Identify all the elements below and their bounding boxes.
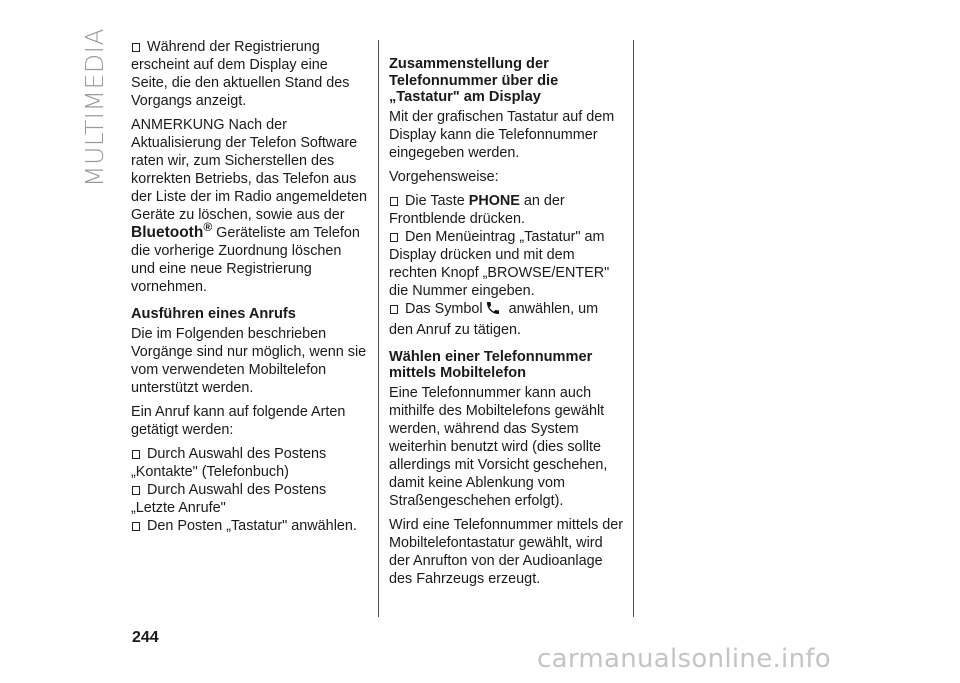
page-number: 244 (132, 629, 159, 646)
paragraph: Wird eine Telefonnummer mittels der Mobiltelefontastatur gewählt, wird der Anrufton von der Audioanlage des Fahrzeugs erzeugt. (389, 516, 624, 587)
checkbox-bullet-icon (390, 197, 398, 206)
column-right (389, 38, 625, 594)
paragraph: Die im Folgenden beschrieben Vorgänge sind nur möglich, wenn sie vom verwendeten Mobiltelefon unterstützt werden. (131, 325, 367, 396)
checkbox-bullet-icon (132, 450, 140, 459)
phone-key-label: PHONE (468, 192, 520, 209)
bullet-item: Durch Auswahl des Postens „Letzte Anrufe" (131, 481, 327, 516)
paragraph: Eine Telefonnummer kann auch mithilfe des Mobiltelefons gewählt werden, während das System weiterhin benutzt wird (dies sollte allerdings mit Vorsicht geschehen, damit keine Ablenkung vom Straßengeschehen erfolgt). (389, 384, 608, 509)
heading-call: Ausführen eines Anrufs (131, 306, 296, 322)
watermark: carmanualsonline.info (537, 644, 832, 674)
bullet-item: Während der Registrierung erscheint auf dem Display eine Seite, die den aktuellen Stand des Vorgangs anzeigt. (131, 39, 350, 109)
checkbox-bullet-icon (132, 43, 140, 52)
section-title: MULTIMEDIA (80, 27, 109, 187)
checkbox-bullet-icon (390, 233, 398, 242)
checkbox-bullet-icon (132, 522, 140, 531)
bullet-item: Das Symbol anwählen, um den Anruf zu tätigen. (389, 300, 599, 338)
column-divider-right (633, 40, 634, 617)
checkbox-bullet-icon (132, 486, 140, 495)
checkbox-bullet-icon (390, 305, 398, 314)
phone-handset-icon (485, 300, 501, 321)
note-paragraph: ANMERKUNG Nach der Aktualisierung der Telefon Software raten wir, zum Sicherstellen des korrekten Betriebs, das Telefon aus der Liste der im Radio angemeldeten Geräte zu löschen, sowie aus der Bluetooth® Geräteliste am Telefon die vorherige Zuordnung löschen und eine neue Registrierung vornehmen. (131, 117, 367, 295)
heading-keypad: Zusammenstellung der Telefonnummer über die „Tastatur" am Display (389, 56, 559, 105)
paragraph: Ein Anruf kann auf folgende Arten getätigt werden: (131, 403, 346, 438)
column-divider-left (378, 40, 379, 617)
column-left (131, 38, 367, 541)
bullet-item: Durch Auswahl des Postens „Kontakte" (Telefonbuch) (131, 445, 327, 480)
bullet-item: Den Posten „Tastatur" anwählen. (131, 517, 367, 535)
bullet-item: Den Menüeintrag „Tastatur" am Display drücken und mit dem rechten Knopf „BROWSE/ENTER" die Nummer eingeben. (389, 228, 610, 299)
heading-mobile-dial: Wählen einer Telefonnummer mittels Mobiltelefon (389, 348, 593, 381)
paragraph: Mit der grafischen Tastatur auf dem Display kann die Telefonnummer eingegeben werden. (389, 108, 615, 161)
paragraph: Vorgehensweise: (389, 168, 499, 185)
bullet-item: Die Taste PHONE an der Frontblende drücken. (389, 192, 565, 227)
bluetooth-term: Bluetooth® (131, 219, 213, 241)
